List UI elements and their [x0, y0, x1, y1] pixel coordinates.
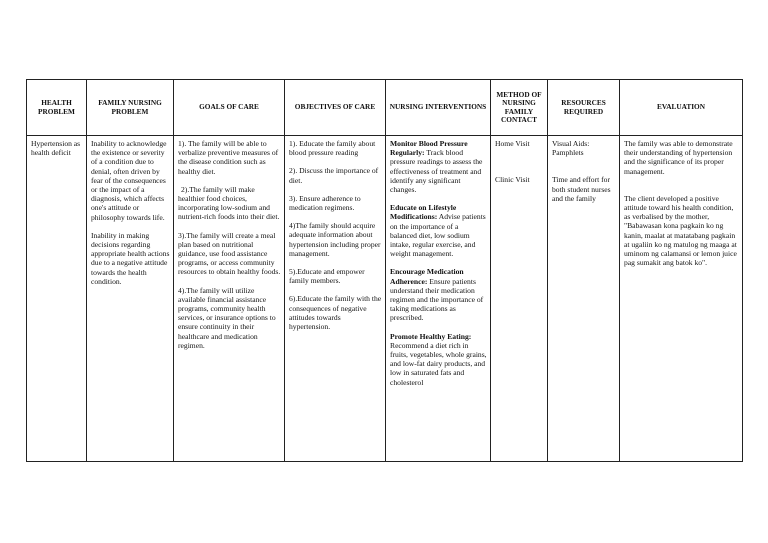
header-health-problem: HEALTH PROBLEM	[27, 80, 87, 136]
method-item: Clinic Visit	[495, 175, 530, 185]
goal-item: 1). The family will be able to verbalize preventive measures of the disease condition such as healthy diet.	[178, 139, 279, 176]
method-cell	[491, 136, 548, 462]
health-problem-text: Hypertension as health deficit	[31, 139, 81, 158]
objectives-cell	[285, 136, 386, 462]
goals-cell	[174, 136, 285, 462]
header-row	[27, 80, 743, 136]
header-resources-required: RESOURCES REQUIRED	[548, 80, 620, 136]
resource-item: Visual Aids: Pamphlets	[552, 139, 590, 158]
header-family-nursing-problem: FAMILY NURSING PROBLEM	[87, 80, 174, 136]
header-evaluation: EVALUATION	[620, 80, 743, 136]
objective-item: 1). Educate the family about blood pressure reading	[289, 139, 376, 158]
intervention-item	[390, 203, 487, 258]
intervention-item	[390, 139, 487, 194]
resources-cell	[548, 136, 620, 462]
goal-item: 4).The family will utilize available financial assistance programs, community health services, or insurance options to ensure continuity in their healthcare and medication regimen.	[178, 285, 276, 350]
intervention-text: Advise patients on the importance of a balanced diet, low sodium intake, regular exercise, and weight management.	[390, 212, 486, 259]
evaluation-item: The family was able to demonstrate their understanding of hypertension and the significance of its proper management.	[624, 139, 733, 176]
intervention-item	[390, 332, 487, 387]
table-row	[27, 136, 743, 462]
interventions-cell	[386, 136, 491, 462]
method-item: Home Visit	[495, 139, 530, 148]
goal-item: 2).The family will make healthier food choices, incorporating low-sodium and nutrient-rich foods into their diet.	[178, 184, 280, 222]
intervention-title: Educate on Lifestyle Modifications:	[390, 203, 457, 222]
goal-item: 3).The family will create a meal plan based on nutritional guidance, use food assistance programs, or access community resources to obtain healthy foods.	[178, 230, 281, 277]
family-problem-item: Inability in making decisions regarding appropriate health actions due to a negative attitude towards the health condition.	[91, 230, 170, 286]
header-nursing-interventions: NURSING INTERVENTIONS	[386, 80, 491, 136]
intervention-title: Promote Healthy Eating:	[390, 331, 472, 341]
resource-item: Time and effort for both student nurses and the family	[552, 175, 611, 203]
objective-item: 2). Discuss the importance of diet.	[289, 166, 379, 185]
objective-item: 5).Educate and empower family members.	[289, 267, 365, 286]
nursing-care-plan-table	[26, 79, 743, 462]
header-goals-of-care: GOALS OF CARE	[174, 80, 285, 136]
intervention-text: Recommend a diet rich in fruits, vegetables, whole grains, and low-fat dairy products, and low in saturated fats and cholesterol	[390, 340, 487, 387]
intervention-item	[390, 267, 487, 322]
family-problem-cell	[87, 136, 174, 462]
intervention-text: Ensure patients understand their medication regimen and the importance of taking medications as prescribed.	[390, 276, 484, 323]
intervention-title: Monitor Blood Pressure Regularly:	[390, 139, 468, 158]
objective-item: 4)The family should acquire adequate information about hypertension including proper management.	[289, 221, 381, 258]
header-objectives-of-care: OBJECTIVES OF CARE	[285, 80, 386, 136]
evaluation-item: The client developed a positive attitude toward his health condition, as verbalised by the mother, "Babawasan kona pagkain ko ng kanin, maalat at matatabang pagkain at ugaliin ko ng matulog ng maaga at uminom ng calamansi or lemon juice pag sumakit ang batok ko".	[624, 193, 737, 268]
family-problem-item: Inability to acknowledge the existence or severity of a condition due to denial, often driven by fear of the consequences or the impact of a diagnosis, which affects one's attitude or philosophy towards life.	[91, 139, 167, 222]
intervention-text: Track blood pressure readings to assess the effectiveness of treatment and identify any significant changes.	[390, 148, 483, 195]
intervention-title: Encourage Medication Adherence:	[390, 267, 464, 286]
header-method-of-contact: METHOD OF NURSING FAMILY CONTACT	[491, 80, 548, 136]
objective-item: 6).Educate the family with the consequences of negative attitudes towards hypertension.	[289, 294, 382, 332]
objective-item: 3). Ensure adherence to medication regimens.	[289, 193, 361, 213]
evaluation-cell	[620, 136, 743, 462]
health-problem-cell	[27, 136, 87, 462]
